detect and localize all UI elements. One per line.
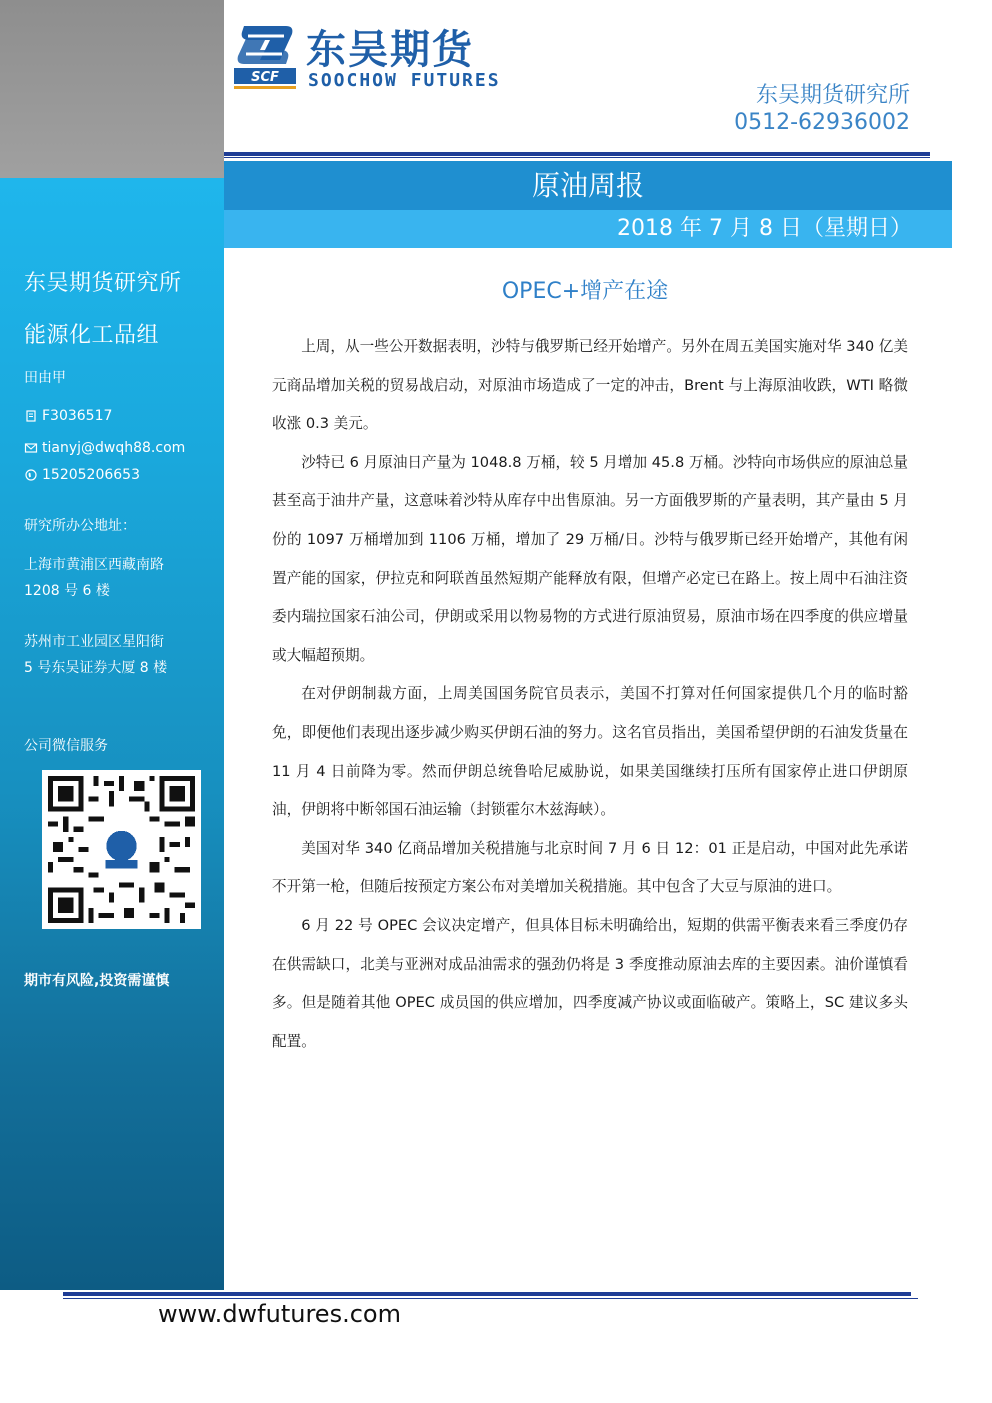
header-institute: 东吴期货研究所 [755,83,910,108]
address1-line2: 1208 号 6 楼 [24,583,110,599]
article-headline: OPEC+增产在途 [501,279,669,304]
address1-line1: 上海市黄浦区西藏南路 [24,557,164,573]
sidebar-top-panel [0,0,224,178]
sidebar [0,178,224,1290]
qr-code-image [48,776,195,923]
report-date: 2018 年 7 月 8 日（星期日） [224,210,952,248]
footer-divider-thin [63,1298,918,1299]
logo-mark-text: SCF [251,70,279,85]
footer-divider [63,1292,911,1296]
header-divider-thin [224,157,930,158]
mobile-number: 15205206653 [42,467,140,483]
article-paragraph: 6 月 22 号 OPEC 会议决定增产，但具体目标未明确给出，短期的供需平衡表来看三季度仍存在供需缺口，北美与亚洲对成品油需求的强劲仍将是 3 季度推动原油去库的主要因素。油价谨慎看多。但是随着其他 OPEC 成员国的供应增加，四季度减产协议或面临破产。策略上，SC 建议多头配置。 [272,916,908,1050]
license-row [24,408,112,424]
article-paragraph: 沙特已 6 月原油日产量为 1048.8 万桶，较 5 月增加 45.8 万桶。沙特向市场供应的原油总量甚至高于油井产量，这意味着沙特从库存中出售原油。另一方面俄罗斯的产量表明，其产量由 5 月份的 1097 万桶增加到 1106 万桶，增加了 29 万桶/日。沙特与俄罗斯已经开始增产，其他有闲置产能的国家，伊拉克和阿联酋虽然短期产能释放有限，但增产必定已在路上。按上周中石油注资委内瑞拉国家石油公司，伊朗或采用以物易物的方式进行原油贸易，原油市场在四季度的供应增量或大幅超预期。 [272,453,908,664]
sidebar-institute: 东吴期货研究所 [24,271,182,296]
analyst-name: 田由甲 [24,370,66,386]
article-paragraph: 在对伊朗制裁方面，上周美国国务院官员表示，美国不打算对任何国家提供几个月的临时豁免，即便他们表现出逐步减少购买伊朗石油的努力。这名官员指出，美国希望伊朗的石油发货量在 11 月 4 日前降为零。然而伊朗总统鲁哈尼威胁说，如果美国继续打压所有国家停止进口伊朗原油，伊朗将中断邻国石油运输（封锁霍尔木兹海峡）。 [272,685,908,819]
report-title: 原油周报 [224,161,952,210]
address2-line1: 苏州市工业园区星阳街 [24,634,164,650]
document-icon [24,409,38,423]
sidebar-group: 能源化工品组 [24,323,160,348]
risk-notice: 期市有风险,投资需谨慎 [24,973,170,989]
phone-icon [24,468,38,482]
header-divider [224,152,930,156]
wechat-label: 公司微信服务 [24,738,108,754]
logo-english-name: SOOCHOW FUTURES [308,70,501,91]
article-paragraph: 美国对华 340 亿商品增加关税措施与北京时间 7 月 6 日 12：01 正是启动，中国对此先承诺不开第一枪，但随后按预定方案公布对美增加关税措施。其中包含了大豆与原油的进口。 [272,839,908,896]
company-logo [234,18,534,92]
article-paragraph: 上周，从一些公开数据表明，沙特与俄罗斯已经开始增产。另外在周五美国实施对华 340 亿美元商品增加关税的贸易战启动，对原油市场造成了一定的冲击，Brent 与上海原油收跌，WTI 略微收涨 0.3 美元。 [272,338,908,433]
address-label: 研究所办公地址： [24,518,136,534]
scf-logo-icon [234,20,296,90]
footer-website-link[interactable]: www.dwfutures.com [158,1300,401,1328]
license-number: F3036517 [42,408,113,424]
header-phone: 0512-62936002 [734,110,910,135]
email-row [24,440,185,456]
article-body [272,328,908,1061]
logo-chinese-name: 东吴期货 [306,27,474,73]
address2-line2: 5 号东吴证券大厦 8 楼 [24,660,168,676]
wechat-qr-code[interactable] [42,770,201,929]
email-address[interactable]: tianyj@dwqh88.com [42,440,186,456]
mail-icon [24,441,38,455]
phone-row [24,467,140,483]
